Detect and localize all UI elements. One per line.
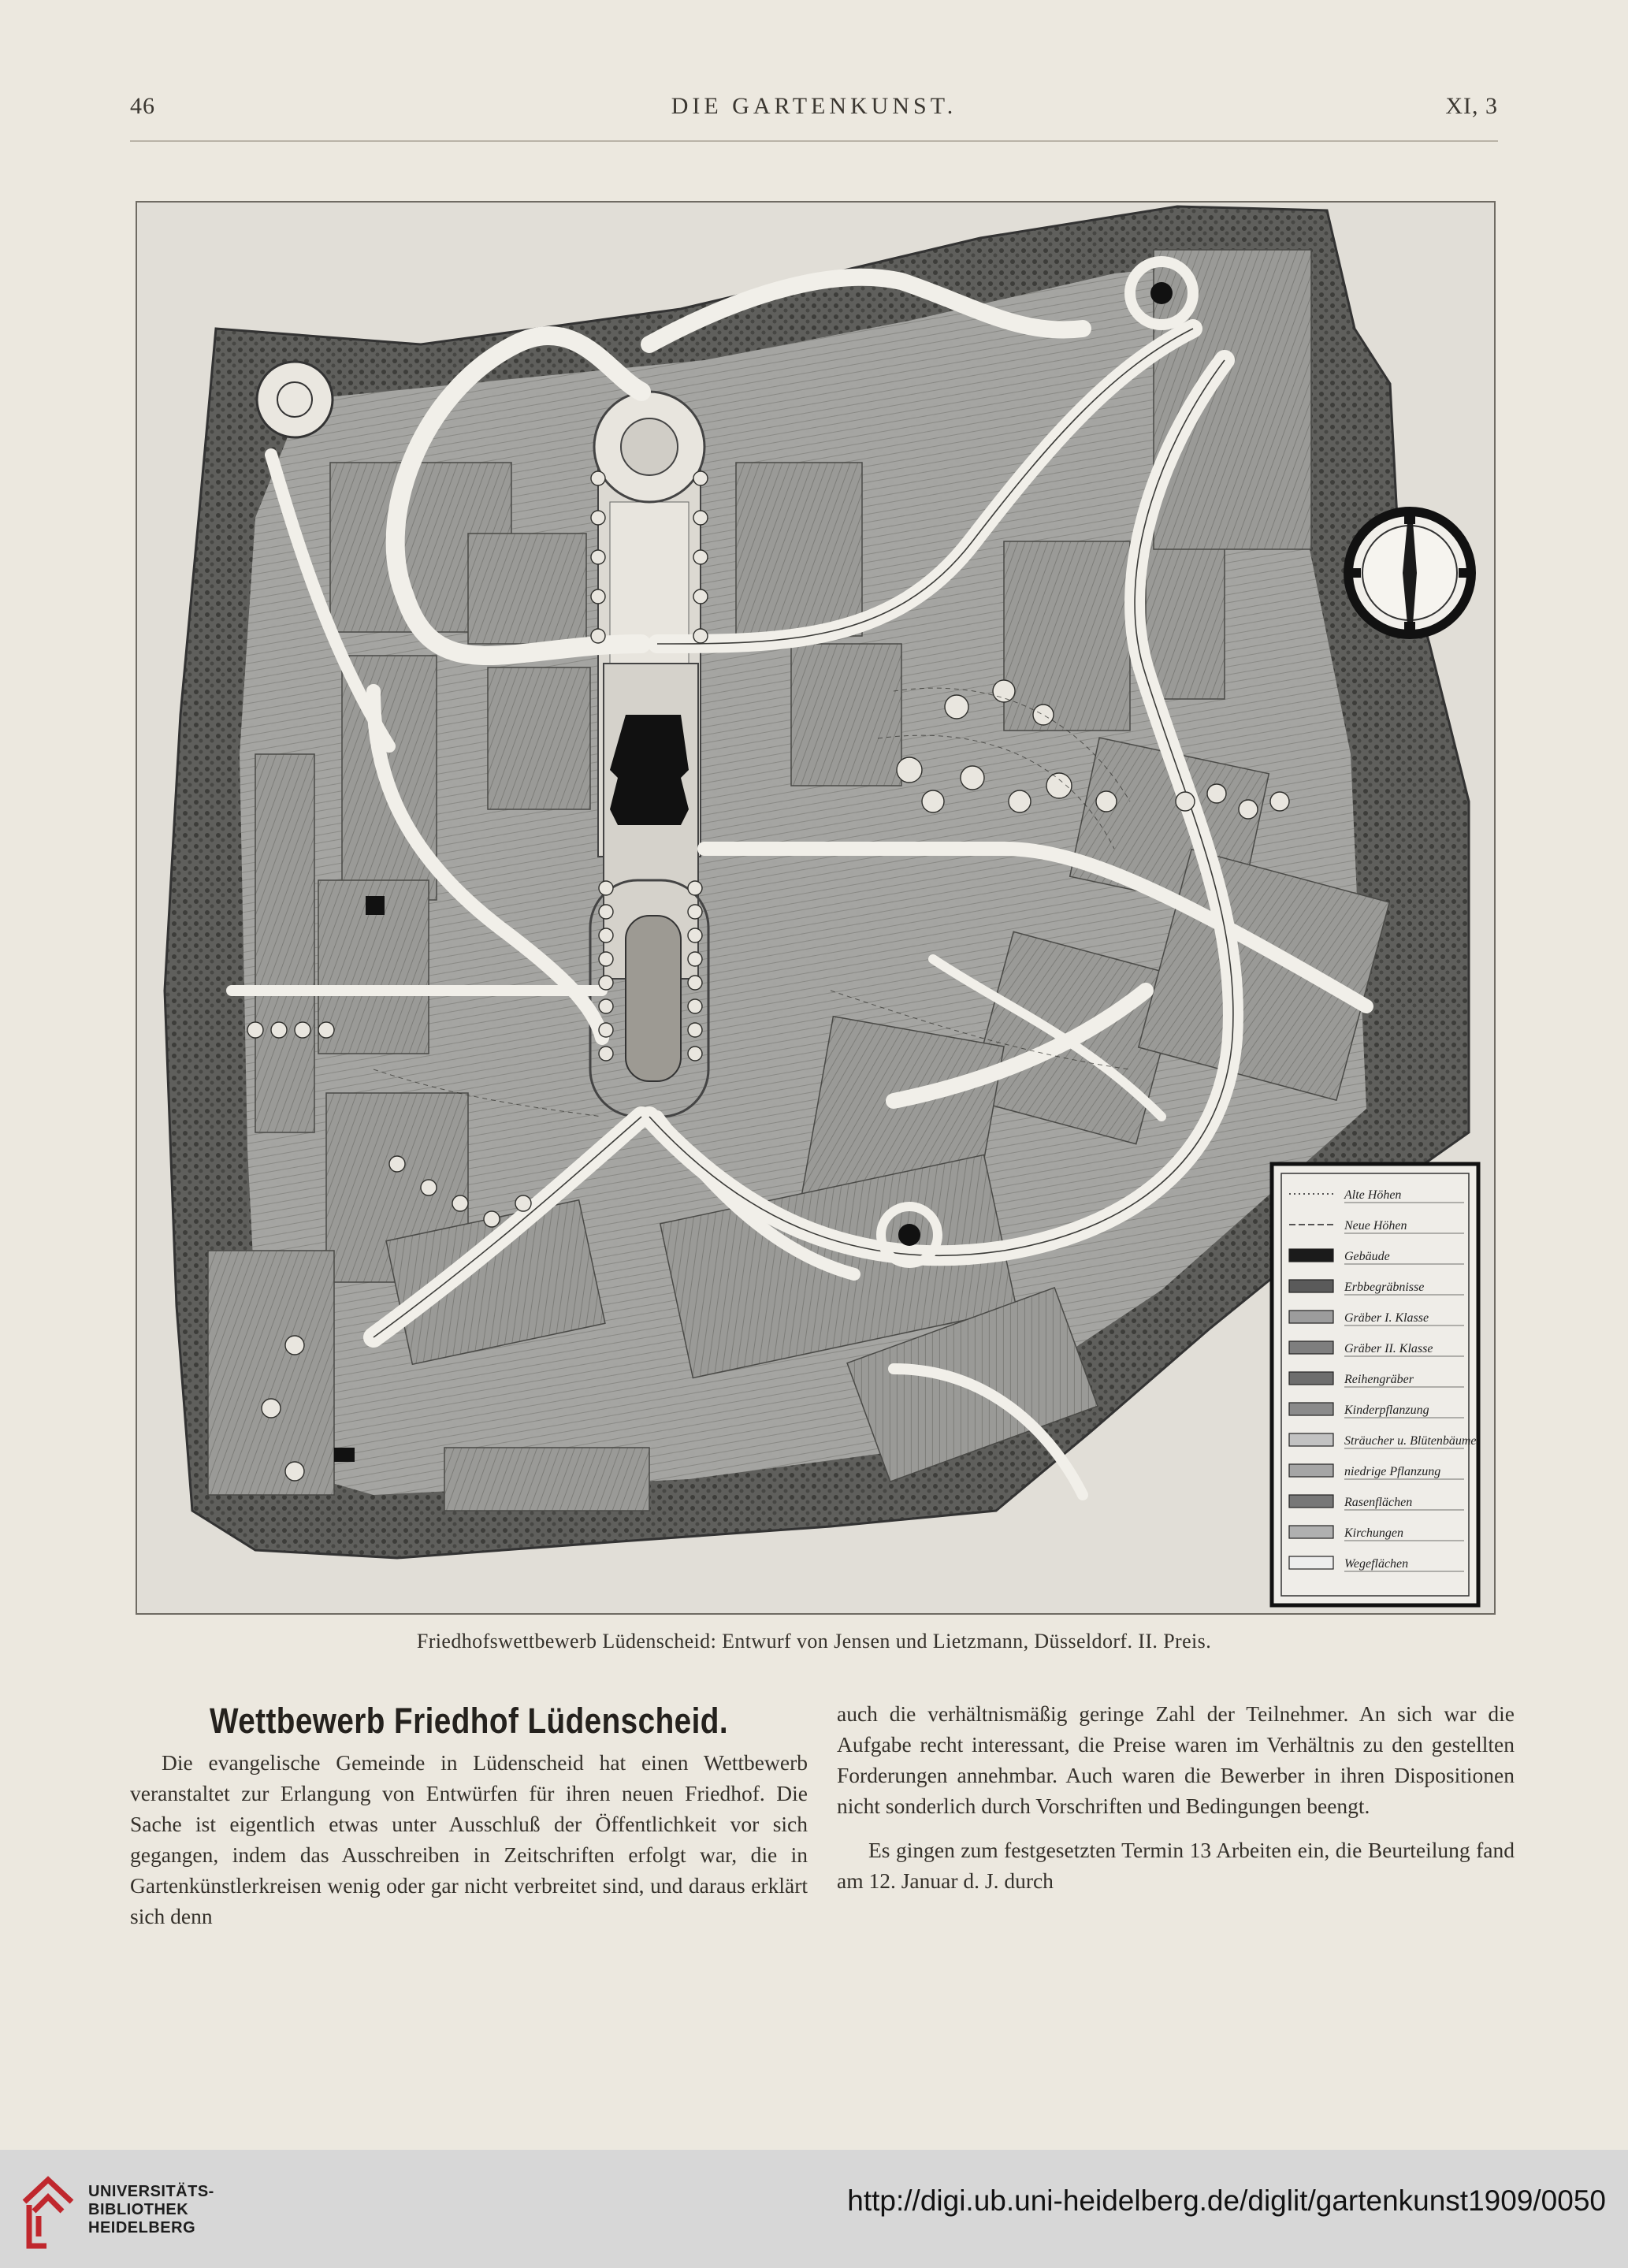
legend-row (1289, 1433, 1477, 1448)
library-name-line: HEIDELBERG (88, 2219, 196, 2236)
legend-label: Neue Höhen (1344, 1219, 1407, 1233)
library-name-line: BIBLIOTHEK (88, 2201, 189, 2218)
legend-swatch (1289, 1341, 1333, 1354)
legend-swatch (1289, 1249, 1333, 1262)
legend-swatch (1289, 1403, 1333, 1415)
legend-label: Alte Höhen (1344, 1188, 1402, 1202)
article-column-right (837, 1698, 1515, 1896)
plan-legend (1272, 1164, 1478, 1605)
legend-label: Gräber I. Klasse (1344, 1311, 1429, 1325)
legend-label: Kirchungen (1344, 1526, 1403, 1540)
library-name-line: UNIVERSITÄTS- (88, 2183, 214, 2200)
article-paragraph: Die evangelische Gemeinde in Lüdenscheid hat einen Wettbewerb veranstaltet zur Erlangung von Entwürfen für ihren neuen Friedhof. Die Sache ist eigentlich etwas unter Ausschluß der Öffentlichkeit vor sich gegangen, indem das Ausschreiben in Zeitschriften erfolgt war, die in Gartenkünstlerkreisen wenig oder gar nicht verbreitet sind, und daraus erklärt sich denn (130, 1750, 808, 1928)
page-number: 46 (130, 93, 155, 119)
chapel-building (610, 715, 689, 825)
figure-caption: Friedhofswettbewerb Lüdenscheid: Entwurf von Jensen und Lietzmann, Düsseldorf. II. Preis. (416, 1630, 1212, 1653)
legend-swatch (1289, 1495, 1333, 1508)
legend-label: Gräber II. Klasse (1344, 1342, 1433, 1355)
article-paragraph: auch die verhältnismäßig geringe Zahl der Teilnehmer. An sich war die Aufgabe recht interessant, die Preise waren im Verhältnis zu den gestellten Forderungen annehmbar. Auch waren die Bewerber in ihren Dispositionen nicht sonderlich durch Vorschriften und Bedingungen beengt. (837, 1701, 1515, 1818)
legend-swatch (1289, 1433, 1333, 1446)
legend-swatch (1289, 1556, 1333, 1569)
compass-rose-icon (1348, 511, 1471, 634)
volume-issue: XI, 3 (1445, 93, 1498, 119)
legend-label: Gebäude (1344, 1250, 1390, 1263)
cemetery-plan (137, 203, 1494, 1613)
article-column-left (130, 1698, 808, 1932)
legend-label: niedrige Pflanzung (1344, 1465, 1441, 1478)
legend-swatch (1289, 1464, 1333, 1477)
library-footer (0, 2150, 1628, 2268)
legend-label: Kinderpflanzung (1344, 1404, 1429, 1417)
legend-row (1289, 1464, 1464, 1479)
central-pond (626, 916, 681, 1081)
entrance-roundel (257, 362, 333, 437)
journal-title: DIE GARTENKUNST. (671, 93, 957, 119)
legend-swatch (1289, 1311, 1333, 1323)
legend-label: Rasenflächen (1344, 1496, 1413, 1509)
cemetery-plan-figure (136, 201, 1496, 1615)
header-rule (130, 140, 1498, 142)
legend-label: Erbbegräbnisse (1344, 1281, 1425, 1294)
legend-swatch (1289, 1526, 1333, 1538)
legend-swatch (1289, 1280, 1333, 1292)
library-name (88, 2183, 214, 2237)
running-header (130, 93, 1498, 140)
legend-swatch (1289, 1372, 1333, 1385)
article-paragraph: Es gingen zum festgesetzten Termin 13 Arbeiten ein, die Beurteilung fand am 12. Januar d. J. durch (837, 1838, 1515, 1893)
legend-label: Wegeflächen (1344, 1557, 1409, 1571)
article-title: Wettbewerb Friedhof Lüdenscheid. (209, 1701, 729, 1741)
legend-label: Sträucher u. Blütenbäume (1344, 1434, 1477, 1448)
legend-label: Reihengräber (1344, 1373, 1414, 1386)
permalink-url[interactable]: http://digi.ub.uni-heidelberg.de/diglit/gartenkunst1909/0050 (847, 2184, 1606, 2217)
library-logo-icon (20, 2170, 78, 2252)
